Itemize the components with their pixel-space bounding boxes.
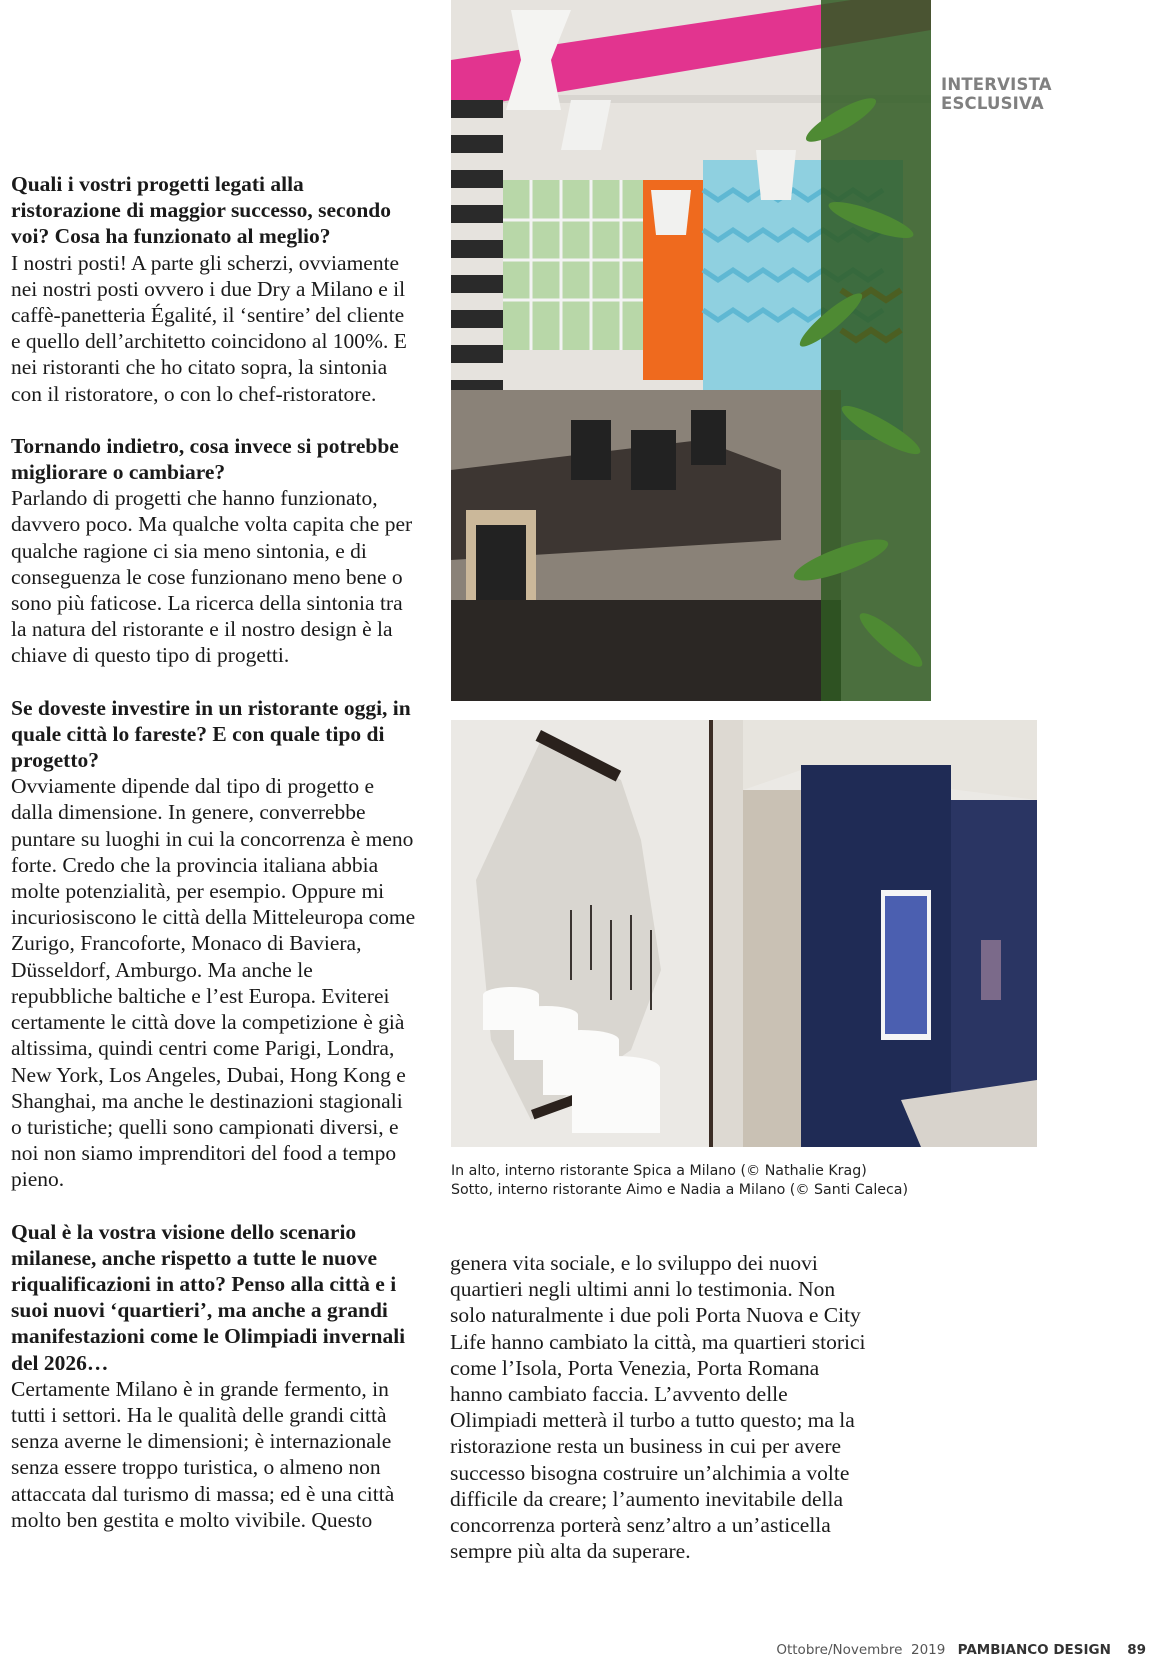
right-column [450, 1250, 870, 1564]
answer-4: Certamente Milano è in grande fermento, in tutti i settori. Ha le qualità delle grandi città senza averne le dimensioni; è internazionale senza essere troppo turistica, o almeno non attaccata dal turismo di massa; ed è una città molto ben gestita e molto vivibile. Questo [11, 1376, 395, 1532]
caption-line-bottom: Sotto, interno ristorante Aimo e Nadia a Milano (© Santi Caleca) [451, 1182, 909, 1198]
photo-spica-interior [451, 0, 931, 701]
photo-aimo-illustration [451, 720, 1037, 1147]
answer-3: Ovviamente dipende dal tipo di progetto e dalla dimensione. In genere, converrebbe puntare su luoghi in cui la concorrenza è meno forte. Credo che la provincia italiana abbia molte potenzialità, per esempio. Oppure mi incuriosiscono le città della Mitteleuropa come Zurigo, Francoforte, Monaco di Baviera, Düsseldorf, Amburgo. Ma anche le repubbliche baltiche e l’est Europa. Eviterei certamente le città dove la competizione è già altissima, quindi centri come Parigi, Londra, New York, Los Angeles, Dubai, Hong Kong e Shanghai, ma anche le destinazioni stagionali o turistiche; quelli sono campionati diversi, e noi non siamo imprenditori del food a tempo pieno. [11, 774, 416, 1192]
answer-1: I nostri posti! A parte gli scherzi, ovviamente nei nostri posti ovvero i due Dry a Milano e il caffè-panetteria Égalité, il ‘sentire’ del cliente e quello dell’architetto coincidono al 100%. E nei ristoranti che ho citato sopra, la sintonia con il ristoratore, o con lo chef-ristoratore. [11, 250, 407, 406]
page-number: 89 [1127, 1642, 1146, 1658]
answer-2: Parlando di progetti che hanno funzionato, davvero poco. Ma qualche volta capita che per qualche ragione ci sia meno sintonia, e di conseguenza le cose funzionano meno bene o sono più faticose. La ricerca della sintonia tra la natura del ristorante e il nostro design è la chiave di questo tipo di progetti. [11, 486, 413, 668]
question-4: Qual è la vostra visione dello scenario milanese, anche rispetto a tutte le nuove riqualificazioni in atto? Penso alla città e i suoi nuovi ‘quartieri’, ma anche a grandi manifestazioni come le Olimpiadi invernali del 2026… [11, 1219, 406, 1375]
left-column [11, 171, 416, 1533]
caption-line-top: In alto, interno ristorante Spica a Milano (© Nathalie Krag) [451, 1163, 867, 1179]
question-2: Tornando indietro, cosa invece si potrebbe migliorare o cambiare? [11, 433, 399, 485]
section-label: INTERVISTA ESCLUSIVA [941, 75, 1052, 113]
page-footer [776, 1642, 1146, 1658]
issue-date: Ottobre/Novembre 2019 [776, 1642, 946, 1658]
answer-4-continuation: genera vita sociale, e lo sviluppo dei nuovi quartieri negli ultimi anni lo testimonia. Non solo naturalmente i due poli Porta Nuova e City Life hanno cambiato la città, ma quartieri storici come l’Isola, Porta Venezia, Porta Romana hanno cambiato faccia. L’avvento delle Olimpiadi metterà il turbo a tutto questo; ma la ristorazione resta un business in cui per avere successo bisogna costruire un’alchimia a volte difficile da creare; l’aumento inevitabile della concorrenza porterà senz’altro a un’asticella sempre più alta da superare. [450, 1251, 866, 1564]
question-3: Se doveste investire in un ristorante oggi, in quale città lo fareste? E con quale tipo di progetto? [11, 695, 411, 773]
photo-caption [451, 1162, 908, 1200]
photo-spica-illustration [451, 0, 931, 701]
question-1: Quali i vostri progetti legati alla ristorazione di maggior successo, secondo voi? Cosa ha funzionato al meglio? [11, 172, 391, 249]
magazine-name: PAMBIANCO DESIGN [957, 1642, 1111, 1658]
photo-aimo-e-nadia-interior [451, 720, 1037, 1147]
